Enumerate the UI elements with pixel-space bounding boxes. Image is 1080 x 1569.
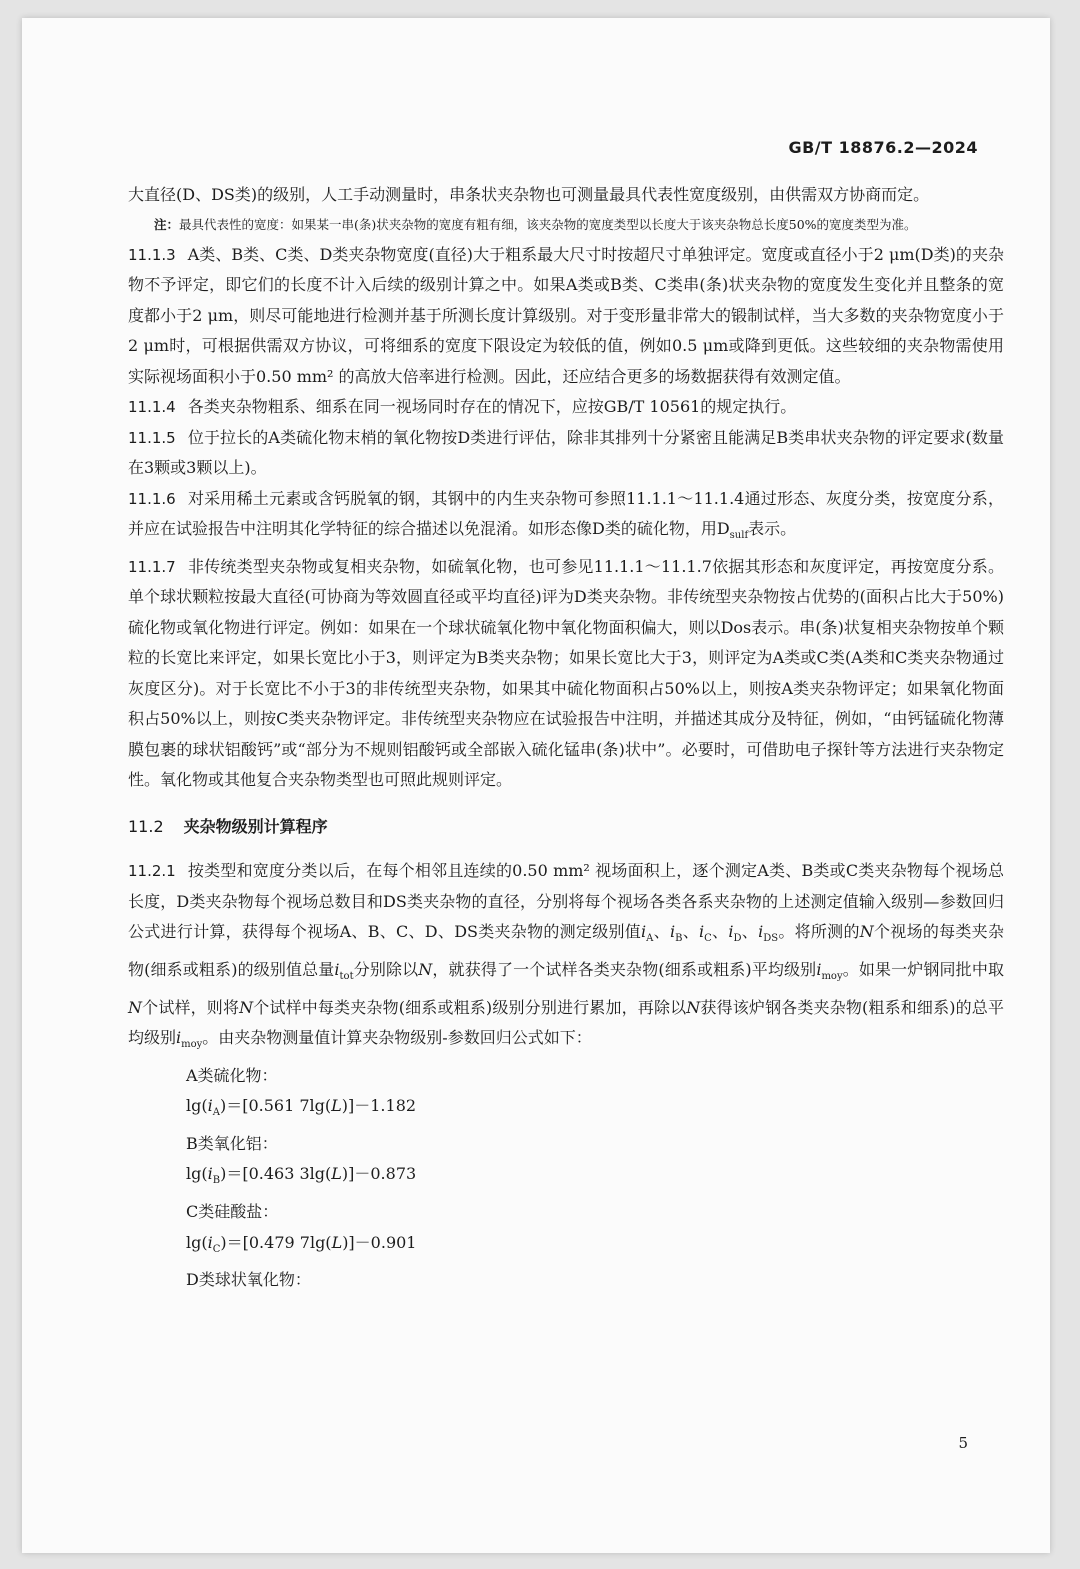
clause-text: 分别除以 [353,959,419,979]
sep: 、 [711,922,729,942]
symbol-i: i [758,922,764,942]
formula-part: )＝[0.561 7lg( [219,1096,332,1116]
symbol-i: i [207,1232,213,1252]
clause-11-2-1 [128,856,1004,1061]
formula-label-a: A类硫化物： [186,1065,278,1085]
clause-text: ，就获得了一个试样各类夹杂物(细系或粗系)平均级别 [432,959,817,979]
sub-ds: DS [763,933,779,945]
formula-c [128,1228,1004,1266]
clause-number: 11.1.6 [128,489,176,508]
sub-moy: moy [181,1039,203,1051]
sub-moy: moy [821,971,843,983]
symbol-i: i [728,922,734,942]
symbol-i: i [816,959,822,979]
sep: 、 [682,922,699,942]
note-block [128,213,1004,236]
clause-text: 各类夹杂物粗系、细系在同一视场同时存在的情况下，应按GB/T 10561的规定执行。 [187,397,797,416]
clause-11-1-3 [128,240,1004,393]
clause-number: 11.1.4 [128,398,176,416]
clause-text: 。如果一炉钢同批中取 [842,959,1004,979]
intro-paragraph: 大直径(D、DS类)的级别，人工手动测量时，串条状夹杂物也可测量最具代表性宽度级别，由供需双方协商而定。 [128,185,930,204]
sep: 、 [741,922,759,942]
clause-text-end: 表示。 [748,519,797,538]
clause-text: 个试样中每类夹杂物(细系或粗系)级别分别进行累加，再除以 [253,997,687,1017]
formula-sub: B [212,1175,221,1187]
formula-part: )]－0.873 [341,1164,417,1184]
symbol-i: i [699,922,705,942]
clause-11-1-5 [128,423,1004,484]
document-body [128,180,1004,1296]
symbol-i: i [334,959,340,979]
symbol-l: L [331,1096,342,1116]
formula-label-d: D类球状氧化物： [186,1270,311,1290]
symbol-l: L [331,1232,343,1252]
clause-text: 个视场的每类夹杂物(细系或粗系)的级别值总量 [128,922,1004,979]
clause-number: 11.2.1 [128,862,176,881]
formula-label-c: C类硅酸盐： [186,1202,279,1222]
section-number: 11.2 [128,816,164,836]
formula-part: lg( [186,1164,208,1184]
note-label: 注： [154,216,180,232]
clause-11-1-4 [128,392,1004,423]
formula-label-b: B类氧化铝： [186,1133,278,1153]
standard-code-header: GB/T 18876.2—2024 [788,138,978,157]
subscript-sulf: sulf [729,530,749,542]
clause-text: 个试样，则将 [142,997,240,1017]
symbol-i: i [207,1164,213,1184]
formula-b [128,1159,1004,1197]
clause-text: 按类型和宽度分类以后，在每个相邻且连续的0.50 mm² 视场面积上，逐个测定A类、B类或C类夹杂物每个视场总长度，D类夹杂物每个视场总数目和DS类夹杂物的直径，分别将每个视场各类各系夹杂物的上述测定值输入级别—参数回归公式进行计算，获得每个视场A、B、C、D、DS类夹杂物的测定级别值 [128,861,1004,942]
sep: 、 [653,922,670,942]
formula-part: lg( [186,1232,208,1252]
symbol-n: N [859,922,874,942]
clause-text: 。将所测的 [778,922,860,942]
symbol-i: i [207,1096,213,1116]
symbol-n: N [418,959,433,979]
document-page [22,18,1050,1553]
symbol-i: i [176,1028,182,1048]
symbol-n: N [686,997,701,1017]
note-text: 最具代表性的宽度：如果某一串(条)状夹杂物的宽度有粗有细，该夹杂物的宽度类型以长度大于该夹杂物总长度50%的宽度类型为准。 [179,216,917,232]
symbol-l: L [331,1164,342,1184]
clause-text: 获得该炉钢各类夹杂物(粗系和细系)的总平均级别 [128,997,1004,1048]
formula-a [128,1091,1004,1129]
formula-part: )＝[0.479 7lg( [220,1232,332,1252]
clause-text: 对采用稀土元素或含钙脱氧的钢，其钢中的内生夹杂物可参照11.1.1～11.1.4通过形态、灰度分类，按宽度分系，并应在试验报告中注明其化学特征的综合描述以免混淆。如形态像D类的硫化物，用D [128,488,1004,538]
symbol-n: N [239,997,254,1017]
symbol-i: i [641,922,647,942]
clause-text: 非传统类型夹杂物或复相夹杂物，如硫氧化物，也可参见11.1.1～11.1.7依据其形态和灰度评定，再按宽度分系。单个球状颗粒按最大直径(可协商为等效圆直径或平均直径)评为D类夹杂物。非传统型夹杂物按占优势的(面积占比大于50%)硫化物或氧化物进行评定。例如：如果在一个球状硫氧化物中氧化物面积偏大，则以Dos表示。串(条)状复相夹杂物按单个颗粒的长宽比来评定，如果长宽比小于3，则评定为B类夹杂物；如果长宽比大于3，则评定为A类或C类(A类和C类夹杂物通过灰度区分)。对于长宽比不小于3的非传统型夹杂物，如果其中硫化物面积占50%以上，则按A类夹杂物评定；如果氧化物面积占50%以上，则按C类夹杂物评定。非传统型夹杂物应在试验报告中注明，并描述其成分及特征，例如，“由钙锰硫化物薄膜包裹的球状铝酸钙”或“部分为不规则铝酸钙或全部嵌入硫化锰串(条)状中”。必要时，可借助电子探针等方法进行夹杂物定性。氧化物或其他复合夹杂物类型也可照此规则评定。 [128,556,1004,790]
formula-part: lg( [186,1096,208,1116]
clause-11-1-6 [128,484,1004,552]
formula-part: )＝[0.463 3lg( [220,1164,332,1184]
sub-d: D [733,933,742,945]
formula-part: )]－0.901 [342,1232,417,1252]
formula-part: )]－1.182 [341,1096,417,1116]
symbol-n: N [128,997,142,1017]
clause-number: 11.1.7 [128,557,176,576]
clause-text: 位于拉长的A类硫化物末梢的氧化物按D类进行评估，除非其排列十分紧密且能满足B类串状夹杂物的评定要求(数量在3颗或3颗以上)。 [128,427,1004,477]
clause-11-1-7 [128,552,1004,796]
clause-number: 11.1.3 [128,245,176,264]
sub-b: B [675,933,683,945]
formula-sub: A [212,1107,220,1119]
clause-text: 。由夹杂物测量值计算夹杂物级别-参数回归公式如下： [202,1028,592,1048]
section-heading-11-2 [128,812,1004,843]
section-title: 夹杂物级别计算程序 [183,816,328,836]
page-number: 5 [958,1434,968,1452]
clause-number: 11.1.5 [128,428,176,447]
sub-tot: tot [339,971,354,983]
symbol-i: i [669,922,676,942]
sub-a: A [646,933,654,945]
formula-sub: C [212,1243,221,1255]
clause-text: A类、B类、C类、D类夹杂物宽度(直径)大于粗系最大尺寸时按超尺寸单独评定。宽度或直径小于2 μm(D类)的夹杂物不予评定，即它们的长度不计入后续的级别计算之中。如果A类或B类、C类串(条)状夹杂物的宽度发生变化并且整条的宽度都小于2 μm，则尽可能地进行检测并基于所测长度计算级别。对于变形量非常大的锻制试样，当大多数的夹杂物宽度小于2 μm时，可根据供需双方协议，可将细系的宽度下限设定为较低的值，例如0.5 μm或降到更低。这些较细的夹杂物需使用实际视场面积小于0.50 mm² 的高放大倍率进行检测。因此，还应结合更多的场数据获得有效测定值。 [128,244,1004,386]
sub-c: C [704,933,712,945]
